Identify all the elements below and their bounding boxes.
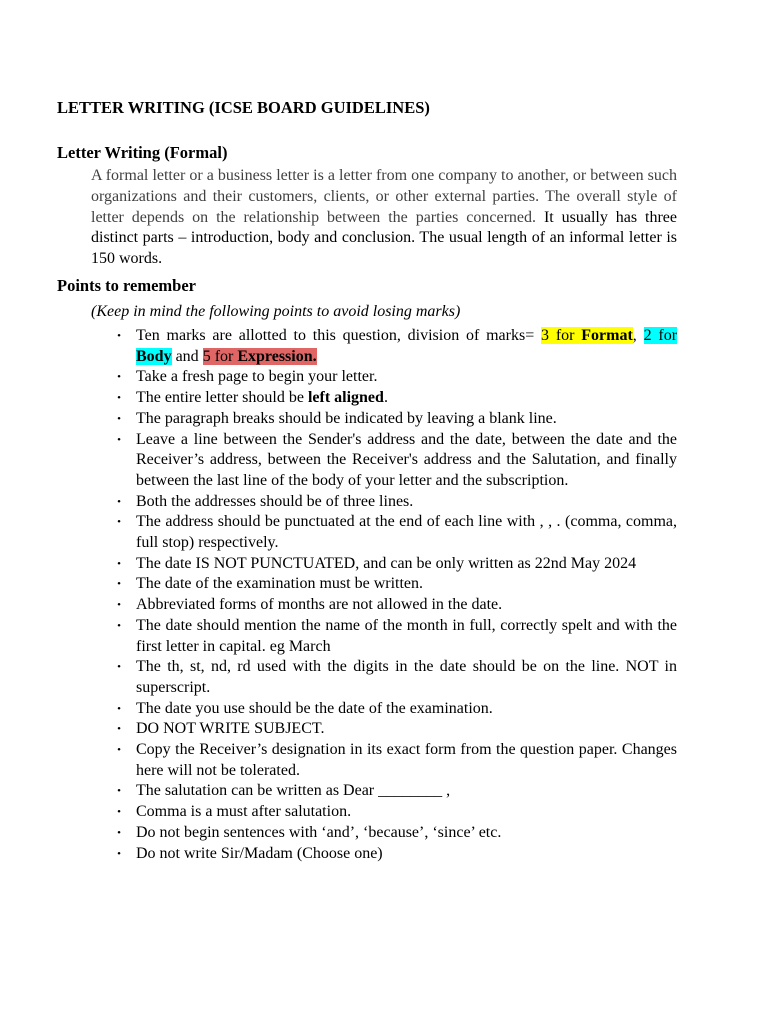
- list-item: [114, 574, 677, 595]
- list-item: [114, 595, 677, 616]
- list-item-text: Both the addresses should be of three lines.: [136, 492, 414, 510]
- list-item: [114, 657, 677, 698]
- bullet-icon: •: [117, 495, 121, 508]
- aligned-text-2: .: [383, 389, 388, 407]
- list-item-text: DO NOT WRITE SUBJECT.: [136, 720, 325, 738]
- intro-text-part-1: A formal letter or a business letter is a letter from one company to another, or between such organizations and their customers, clients, or other external parties. The overall style of letter depends on the relationship between the parties concerned.: [91, 167, 677, 226]
- points-title: Points to remember: [57, 276, 196, 295]
- bullet-icon: •: [117, 371, 121, 384]
- bullet-icon: •: [117, 619, 121, 632]
- list-item-text: The paragraph breaks should be indicated by leaving a blank line.: [136, 409, 557, 427]
- intro-paragraph: [91, 166, 677, 270]
- body-label: Body: [136, 347, 172, 365]
- list-item-marks: [114, 326, 677, 367]
- list-item-text: Comma is a must after salutation.: [136, 803, 352, 821]
- list-item: [114, 823, 677, 844]
- points-list: [114, 326, 677, 864]
- body-marks: 2 for: [643, 327, 678, 344]
- list-item-fresh-page: [114, 367, 677, 388]
- bullet-icon: •: [117, 806, 121, 819]
- aligned-bold: left aligned: [307, 389, 384, 407]
- list-item-text: The date you use should be the date of the examination.: [136, 699, 493, 717]
- expression-highlight: [203, 348, 317, 365]
- list-item: [114, 430, 677, 492]
- list-item-text: Take a fresh page to begin your letter.: [136, 368, 378, 386]
- document-title: LETTER WRITING (ICSE BOARD GUIDELINES): [57, 98, 430, 117]
- section-title: Letter Writing (Formal): [57, 143, 228, 162]
- list-item: [114, 616, 677, 657]
- list-item: [114, 492, 677, 513]
- intro-text-part-2: It usually has three distinct parts – introduction, body and conclusion. The usual length of an informal letter is 150 words.: [91, 208, 678, 268]
- marks-text-2: ,: [632, 327, 644, 344]
- aligned-text-1: The entire letter should be: [136, 389, 308, 407]
- list-item-alignment: [114, 388, 677, 409]
- bullet-icon: •: [117, 433, 121, 446]
- bullet-icon: •: [117, 599, 121, 612]
- bullet-icon: •: [117, 392, 121, 405]
- list-item: [114, 554, 677, 575]
- list-item-text: The date should mention the name of the month in full, correctly spelt and with the first letter in capital. eg March: [136, 616, 677, 655]
- bullet-icon: •: [117, 847, 121, 860]
- bullet-icon: •: [117, 723, 121, 736]
- bullet-icon: •: [117, 412, 121, 425]
- format-label: Format: [581, 327, 633, 344]
- list-item: [114, 409, 677, 430]
- points-note: (Keep in mind the following points to avoid losing marks): [91, 303, 461, 320]
- bullet-icon: •: [117, 826, 121, 839]
- bullet-icon: •: [117, 557, 121, 570]
- list-item: [114, 740, 677, 781]
- list-item-text: The th, st, nd, rd used with the digits in the date should be on the line. NOT in superscript.: [136, 658, 677, 696]
- list-item-text: Copy the Receiver’s designation in its exact form from the question paper. Changes here will not be tolerated.: [136, 741, 677, 779]
- bullet-icon: •: [117, 661, 121, 674]
- list-item-text: Abbreviated forms of months are not allowed in the date.: [136, 596, 503, 614]
- marks-text-3: and: [171, 347, 203, 365]
- marks-text-1: Ten marks are allotted to this question, division of marks=: [136, 327, 542, 344]
- bullet-icon: •: [117, 578, 121, 591]
- bullet-icon: •: [117, 330, 121, 342]
- list-item: [114, 512, 677, 553]
- list-item-text: Leave a line between the Sender's address and the date, between the date and the Receiver’s address, between the Receiver's address and the Salutation, and finally between the last line of the body of your letter and the subscription.: [136, 430, 677, 489]
- list-item: [114, 719, 677, 740]
- bullet-icon: •: [117, 516, 121, 529]
- bullet-icon: •: [117, 702, 121, 715]
- list-item-text: The address should be punctuated at the end of each line with , , . (comma, comma, full stop) respectively.: [136, 513, 677, 552]
- list-item: [114, 699, 677, 720]
- expression-marks: 5 for: [202, 347, 238, 365]
- list-item-text: The date IS NOT PUNCTUATED, and can be only written as 22nd May 2024: [136, 554, 637, 572]
- bullet-icon: •: [117, 785, 121, 798]
- list-item: [114, 802, 677, 823]
- list-item-text: The date of the examination must be written.: [136, 575, 424, 593]
- list-item-text: The salutation can be written as Dear ________ ,: [136, 782, 451, 800]
- list-item: [114, 781, 677, 802]
- list-item-text: Do not begin sentences with ‘and’, ‘because’, ‘since’ etc.: [136, 823, 502, 841]
- format-highlight: [541, 327, 633, 344]
- format-marks: 3 for: [541, 327, 582, 344]
- bullet-icon: •: [117, 744, 121, 757]
- expression-label: Expression.: [237, 347, 317, 365]
- list-item: [114, 844, 677, 865]
- list-item-text: Do not write Sir/Madam (Choose one): [136, 844, 383, 862]
